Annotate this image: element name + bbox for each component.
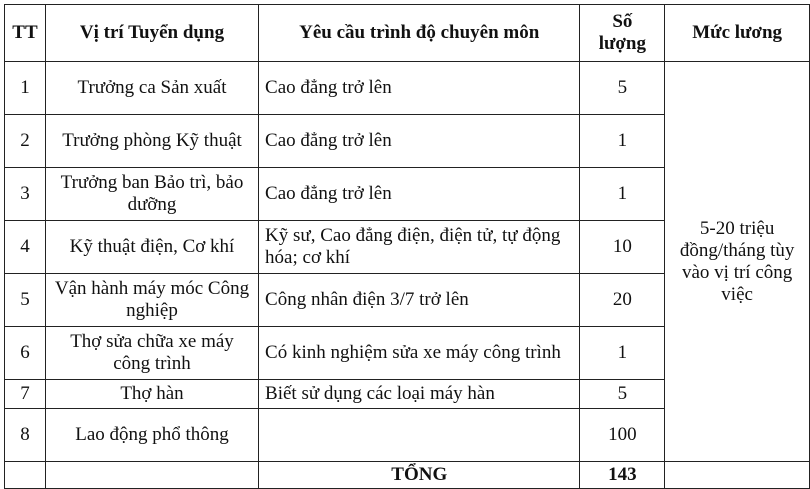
row-tt: 5 — [5, 274, 46, 327]
header-tt: TT — [5, 5, 46, 62]
row-position: Trưởng phòng Kỹ thuật — [45, 115, 258, 168]
row-tt: 7 — [5, 380, 46, 409]
row-requirement: Cao đẳng trở lên — [259, 62, 580, 115]
header-requirement: Yêu cầu trình độ chuyên môn — [259, 5, 580, 62]
row-requirement: Cao đẳng trở lên — [259, 115, 580, 168]
row-requirement: Kỹ sư, Cao đẳng điện, điện tử, tự động hóa; cơ khí — [259, 221, 580, 274]
row-position: Kỹ thuật điện, Cơ khí — [45, 221, 258, 274]
row-position: Vận hành máy móc Công nghiệp — [45, 274, 258, 327]
recruitment-table — [4, 4, 810, 489]
row-requirement: Có kinh nghiệm sửa xe máy công trình — [259, 327, 580, 380]
row-quantity: 10 — [580, 221, 665, 274]
total-row — [5, 462, 810, 489]
recruitment-table-container — [4, 4, 810, 489]
table-row — [5, 62, 810, 115]
total-empty-salary — [665, 462, 810, 489]
row-tt: 4 — [5, 221, 46, 274]
total-label: TỔNG — [259, 462, 580, 489]
total-value: 143 — [580, 462, 665, 489]
row-requirement — [259, 409, 580, 462]
row-quantity: 20 — [580, 274, 665, 327]
row-position: Trưởng ban Bảo trì, bảo dưỡng — [45, 168, 258, 221]
total-empty-position — [45, 462, 258, 489]
row-quantity: 5 — [580, 380, 665, 409]
row-quantity: 1 — [580, 168, 665, 221]
row-quantity: 1 — [580, 327, 665, 380]
row-position: Trưởng ca Sản xuất — [45, 62, 258, 115]
row-requirement: Công nhân điện 3/7 trở lên — [259, 274, 580, 327]
header-salary: Mức lương — [665, 5, 810, 62]
total-empty-tt — [5, 462, 46, 489]
row-tt: 6 — [5, 327, 46, 380]
row-quantity: 100 — [580, 409, 665, 462]
salary-cell: 5-20 triệu đồng/tháng tùy vào vị trí công việc — [665, 62, 810, 462]
row-tt: 3 — [5, 168, 46, 221]
row-quantity: 1 — [580, 115, 665, 168]
header-position: Vị trí Tuyển dụng — [45, 5, 258, 62]
header-quantity: Số lượng — [580, 5, 665, 62]
row-position: Lao động phổ thông — [45, 409, 258, 462]
row-requirement: Biết sử dụng các loại máy hàn — [259, 380, 580, 409]
row-position: Thợ hàn — [45, 380, 258, 409]
row-position: Thợ sửa chữa xe máy công trình — [45, 327, 258, 380]
row-tt: 1 — [5, 62, 46, 115]
table-header-row — [5, 5, 810, 62]
row-tt: 2 — [5, 115, 46, 168]
row-requirement: Cao đẳng trở lên — [259, 168, 580, 221]
row-tt: 8 — [5, 409, 46, 462]
row-quantity: 5 — [580, 62, 665, 115]
